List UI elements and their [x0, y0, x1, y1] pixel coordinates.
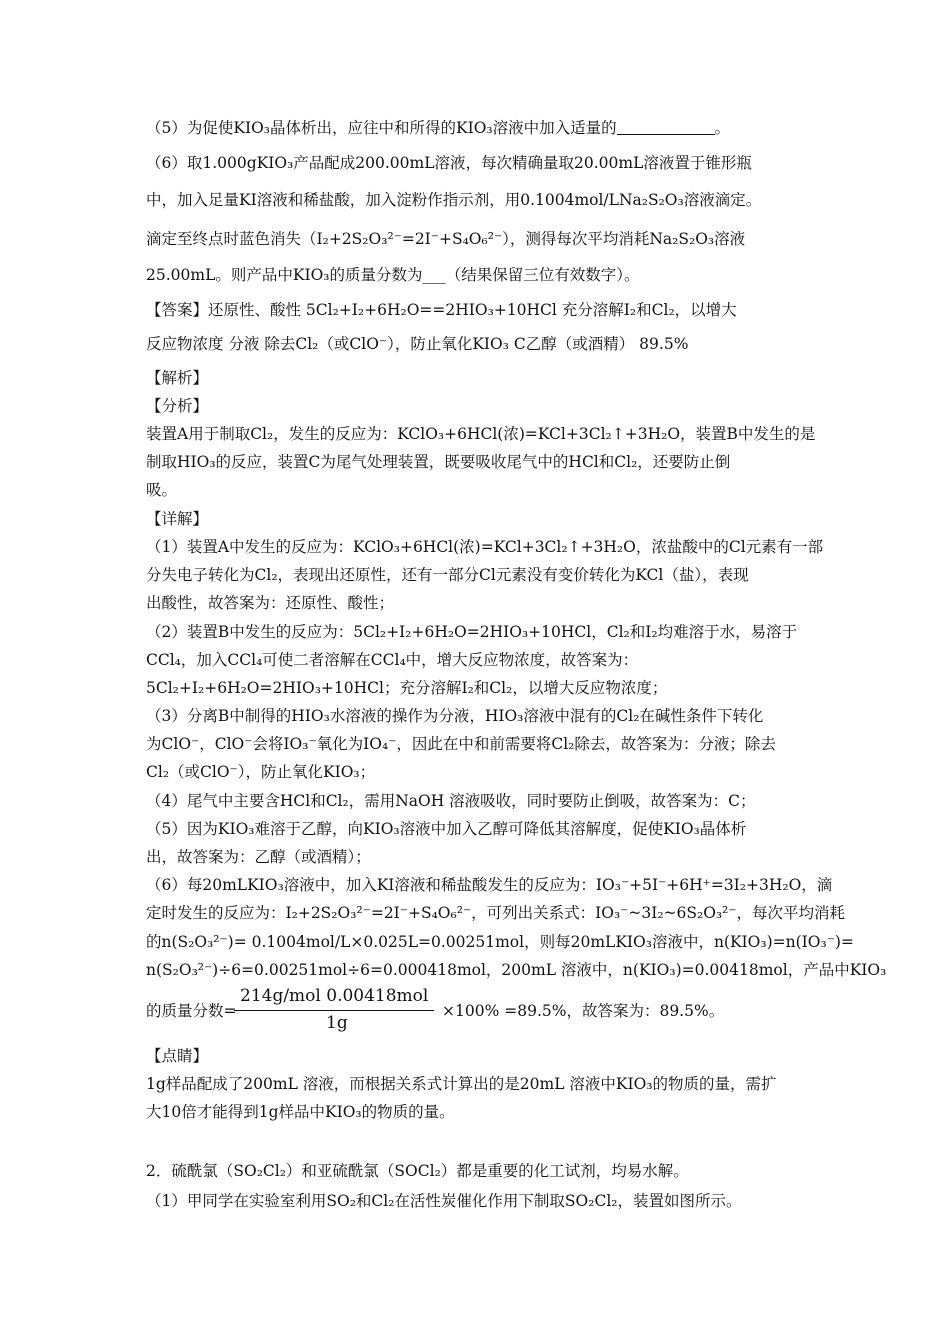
- detail-6-mass-fraction-label: 的质量分数=: [146, 1002, 237, 1020]
- detail-6-line-1: （6）每20mLKIO₃溶液中，加入KI溶液和稀盐酸发生的反应为：IO₃⁻+5I⁻+6H⁺=3I₂+3H₂O，滴: [146, 876, 833, 894]
- detail-5-line-1: （5）因为KIO₃难溶于乙醇，向KIO₃溶液中加入乙醇可降低其溶解度，促使KIO₃晶体析: [146, 820, 747, 838]
- detail-5-line-2: 出，故答案为：乙醇（或酒精）；: [146, 848, 371, 866]
- detail-6-result: ×100% =89.5%，故答案为：89.5%。: [442, 1002, 725, 1020]
- section-dianjing: 【点睛】: [146, 1047, 209, 1065]
- detail-6-line-2: 定时发生的反应为：I₂+2S₂O₃²⁻=2I⁻+S₄O₆²⁻，可列出关系式：IO₃⁻~3I₂~6S₂O₃²⁻，每次平均消耗: [146, 904, 846, 922]
- mass-fraction-formula: [234, 986, 439, 1034]
- detail-3-line-3: Cl₂（或ClO⁻），防止氧化KIO₃；: [146, 763, 376, 781]
- question-6-line-2: 中，加入足量KI溶液和稀盐酸，加入淀粉作指示剂，用0.1004mol/LNa₂S₂O₃溶液滴定。: [146, 191, 762, 209]
- problem-2-part-1: （1）甲同学在实验室利用SO₂和Cl₂在活性炭催化作用下制取SO₂Cl₂，装置如图所示。: [146, 1192, 742, 1210]
- detail-2-line-3: 5Cl₂+I₂+6H₂O=2HIO₃+10HCl；充分溶解I₂和Cl₂，以增大反应物浓度；: [146, 679, 668, 697]
- detail-3-line-2: 为ClO⁻，ClO⁻会将IO₃⁻氧化为IO₄⁻，因此在中和前需要将Cl₂除去，故答案为：分液；除去: [146, 735, 776, 753]
- detail-6-line-3: 的n(S₂O₃²⁻)= 0.1004mol/L×0.025L=0.00251mol，则每20mLKIO₃溶液中，n(KIO₃)=n(IO₃⁻)=: [146, 933, 854, 951]
- fraction-denominator: 1g: [326, 1013, 348, 1033]
- answer-line-1: 【答案】还原性、酸性 5Cl₂+I₂+6H₂O==2HIO₃+10HCl 充分溶解I₂和Cl₂，以增大: [146, 301, 737, 319]
- detail-6-line-4: n(S₂O₃²⁻)÷6=0.00251mol÷6=0.000418mol，200mL 溶液中，n(KIO₃)=0.00418mol，产品中KIO₃: [146, 961, 887, 979]
- detail-2-line-2: CCl₄，加入CCl₄可使二者溶解在CCl₄中，增大反应物浓度，故答案为：: [146, 651, 639, 669]
- detail-2-line-1: （2）装置B中发生的反应为：5Cl₂+I₂+6H₂O=2HIO₃+10HCl，Cl₂和I₂均难溶于水，易溶于: [146, 623, 798, 641]
- problem-2-stem: 2．硫酰氯（SO₂Cl₂）和亚硫酰氯（SOCl₂）都是重要的化工试剂，均易水解。: [146, 1162, 689, 1180]
- question-6-line-1: （6）取1.000gKIO₃产品配成200.00mL溶液，每次精确量取20.00mL溶液置于锥形瓶: [146, 154, 752, 172]
- detail-4: （4）尾气中主要含HCl和Cl₂，需用NaOH 溶液吸收，同时要防止倒吸，故答案为：C；: [146, 792, 756, 810]
- detail-3-line-1: （3）分离B中制得的HIO₃水溶液的操作为分液，HIO₃溶液中混有的Cl₂在碱性条件下转化: [146, 707, 764, 725]
- analysis-line-2: 制取HIO₃的反应，装置C为尾气处理装置，既要吸收尾气中的HCl和Cl₂，还要防止倒: [146, 453, 731, 471]
- question-6-line-3: 滴定至终点时蓝色消失（I₂+2S₂O₃²⁻=2I⁻+S₄O₆²⁻），测得每次平均消耗Na₂S₂O₃溶液: [146, 230, 746, 248]
- question-5: （5）为促使KIO₃晶体析出，应往中和所得的KIO₃溶液中加入适量的 。: [146, 119, 731, 137]
- tip-line-2: 大10倍才能得到1g样品中KIO₃的物质的量。: [146, 1103, 455, 1121]
- answer-blank: [617, 120, 715, 135]
- fraction-numerator: 214g/mol 0.00418mol: [240, 986, 429, 1006]
- detail-1-line-1: （1）装置A中发生的反应为：KClO₃+6HCl(浓)=KCl+3Cl₂↑+3H₂O，浓盐酸中的Cl元素有一部: [146, 538, 824, 556]
- section-xiangjie: 【详解】: [146, 510, 209, 528]
- fraction-bar: [234, 1010, 434, 1011]
- section-jiexi: 【解析】: [146, 369, 209, 387]
- tip-line-1: 1g样品配成了200mL 溶液，而根据关系式计算出的是20mL 溶液中KIO₃的物质的量，需扩: [146, 1075, 777, 1093]
- section-fenxi: 【分析】: [146, 397, 209, 415]
- answer-line-2: 反应物浓度 分液 除去Cl₂（或ClO⁻），防止氧化KIO₃ C乙醇（或酒精） 89.5%: [146, 335, 689, 353]
- detail-1-line-2: 分失电子转化为Cl₂，表现出还原性，还有一部分Cl元素没有变价转化为KCl（盐），表现: [146, 566, 749, 584]
- analysis-line-1: 装置A用于制取Cl₂，发生的反应为：KClO₃+6HCl(浓)=KCl+3Cl₂↑+3H₂O，装置B中发生的是: [146, 425, 816, 443]
- detail-1-line-3: 出酸性，故答案为：还原性、酸性；: [146, 594, 395, 612]
- question-6-line-4: 25.00mL。则产品中KIO₃的质量分数为___（结果保留三位有效数字）。: [146, 266, 640, 284]
- analysis-line-3: 吸。: [146, 481, 178, 499]
